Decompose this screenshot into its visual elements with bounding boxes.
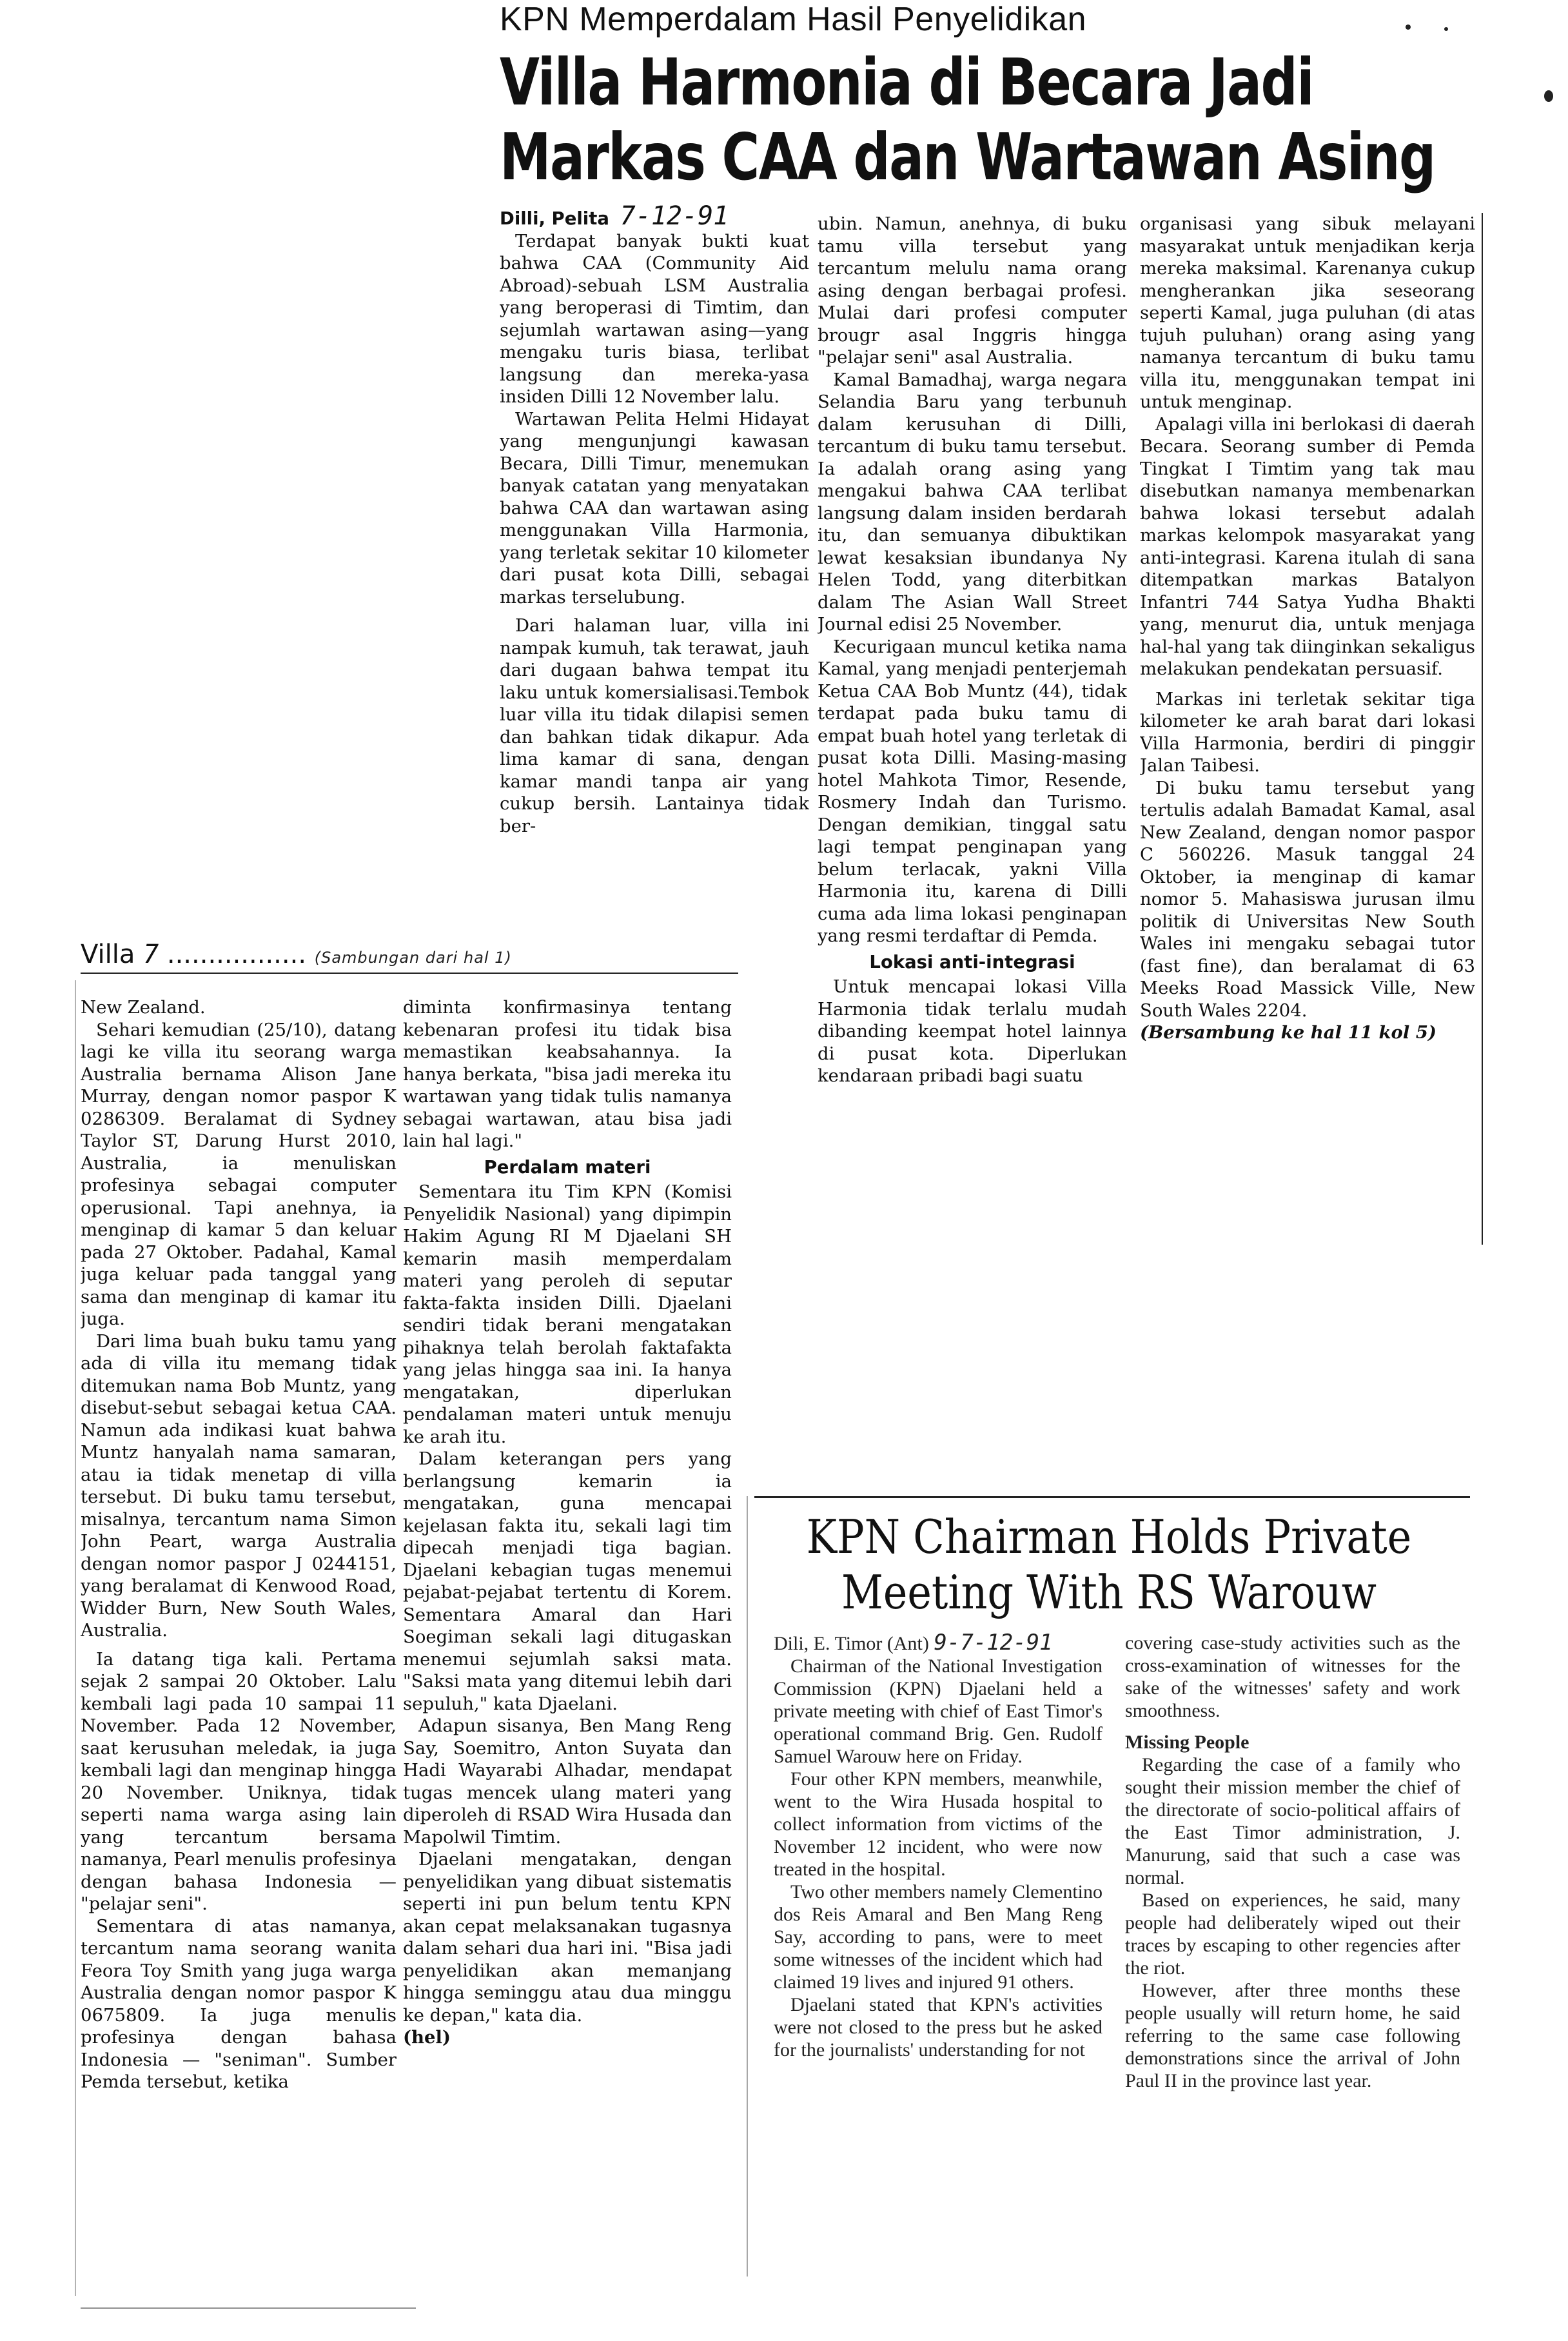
dateline-place: Dilli, Pelita bbox=[500, 208, 609, 229]
speck-mark bbox=[1444, 27, 1448, 31]
english-handwritten-date: 9-7-12-91 bbox=[934, 1632, 1053, 1655]
paragraph: Sehari kemudian (25/10), datang lagi ke villa itu seorang warga Australia bernama Alison Jane Murray, dengan nomor paspor K 0286309. Beralamat di Sydney Taylor ST, Darung Hurst 2010, Australia, ia menuliskan profesinya sebagai computer operusional. Tapi anehnya, ia menginap di kamar 5 dan keluar pada 27 Oktober. Padahal, Kamal juga keluar pada tanggal yang sama dan menginap di kamar itu juga. bbox=[81, 1019, 397, 1329]
paragraph: Kecurigaan muncul ketika nama Kamal, yang menjadi penterjemah Ketua CAA Bob Muntz (44), tidak terdapat pada buku tamu di empat buah hotel yang terletak di pusat kota Dilli. Masing-masing hotel Mahkota Timor, Resende, Rosmery Indah dan Turismo. Dengan demikian, tinggal satu lagi tempat penginapan yang belum terlacak, yakni Villa Harmonia itu, karena di Dilli cuma ada lima lokasi penginapan yang resmi terdaftar di Pemda. bbox=[818, 636, 1127, 946]
bottom-rule bbox=[81, 2307, 416, 2309]
jump-rule bbox=[81, 973, 738, 974]
paragraph: Adapun sisanya, Ben Mang Reng Say, Soemitro, Anton Suyata dan Hadi Wayarabi Alhadar, mendapat tugas mencek ulang materi yang diperoleh di RSAD Wira Husada dan Mapolwil Timtim. bbox=[403, 1715, 732, 1848]
paragraph: Dari lima buah buku tamu yang ada di villa itu memang tidak ditemukan nama Bob Muntz, yang disebut-sebut sebagai ketua CAA. Namun ada indikasi kuat bahwa Muntz hanyalah nama samaran, atau ia tidak menetap di villa tersebut. Di buku tamu tersebut, misalnya, tercantum nama Simon John Peart, warga Australia dengan nomor paspor J 0244151, yang beralamat di Kenwood Road, Widder Burn, New South Wales, Australia. bbox=[81, 1330, 397, 1641]
speck-mark bbox=[1406, 25, 1411, 30]
paragraph: Four other KPN members, meanwhile, went to the Wira Husada hospital to collect information from victims of the November 12 incident, who were now treated in the hospital. bbox=[774, 1768, 1102, 1880]
paragraph: ubin. Namun, anehnya, di buku tamu villa tersebut yang tercantum melulu nama orang asing dengan berbagai profesi. Mulai dari profesi computer brougr asal Inggris hingga "pelajar seni" asal Australia. bbox=[818, 213, 1127, 368]
paragraph: Regarding the case of a family who sought their mission member the chief of the directorate of socio-political affairs of the East Timor administration, J. Manurung, said that such a case was normal. bbox=[1125, 1754, 1460, 1888]
english-dateline-place: Dili, E. Timor (Ant) bbox=[774, 1633, 929, 1654]
english-subhead-missing-people: Missing People bbox=[1125, 1732, 1250, 1753]
paragraph: Wartawan Pelita Helmi Hidayat yang mengunjungi kawasan Becara, Dilli Timur, menemukan banyak catatan yang menyatakan bahwa CAA dan wartawan asing menggunakan Villa Harmonia, yang terletak sekitar 10 kilometer dari pusat kota Dilli, sebagai markas terselubung. bbox=[500, 408, 809, 607]
subhead-perdalam: Perdalam materi bbox=[484, 1156, 651, 1178]
english-top-rule bbox=[754, 1496, 1470, 1498]
paragraph: Chairman of the National Investigation Commission (KPN) Djaelani held a private meeting with chief of East Timor's operational command Brig. Gen. Rudolf Samuel Warouw here on Friday. bbox=[774, 1655, 1102, 1767]
jump-label: Villa bbox=[81, 940, 135, 969]
paragraph: However, after three months these people usually will return home, he said referring to the same case following demonstrations since the arrival of John Paul II in the province last year. bbox=[1125, 1980, 1460, 2091]
paragraph: Two other members namely Clementino dos Reis Amaral and Ben Mang Reng Say, according to pans, were to meet some witnesses of the incident which had claimed 19 lives and injured 91 others. bbox=[774, 1881, 1102, 1993]
paragraph: Based on experiences, he said, many people had deliberately wiped out their traces by escaping to other regencies after the riot. bbox=[1125, 1890, 1460, 1979]
paragraph: Sementara itu Tim KPN (Komisi Penyelidik Nasional) yang dipimpin Hakim Agung RI M Djaelani SH kemarin masih memperdalam materi yang peroleh di seputar fakta-fakta insiden Dilli. Djaelani sendiri tidak berani mengatakan pihaknya telah berolah faktafakta yang jelas hingga saa ini. Ia hanya mengatakan, diperlukan pendalaman materi untuk menuju ke arah itu. bbox=[403, 1181, 732, 1447]
bottom-column-2 bbox=[403, 996, 732, 2299]
top-column-2 bbox=[818, 213, 1127, 1245]
paragraph: New Zealand. bbox=[81, 997, 206, 1018]
top-column-1 bbox=[500, 205, 809, 960]
byline: (hel) bbox=[403, 2027, 451, 2048]
jump-handwritten-number: 7 bbox=[143, 940, 159, 969]
dateline bbox=[500, 205, 809, 230]
paragraph: diminta konfirmasinya tentang kebenaran profesi itu tidak bisa memastikan keabsahannya. Ia hanya berkata, "bisa jadi mereka itu wartawan yang tidak tulis namanya sebagai wartawan, atau bisa jadi lain hal lagi." bbox=[403, 997, 732, 1151]
paragraph: Dalam keterangan pers yang berlangsung kemarin ia mengatakan, guna mencapai kejelasan fakta itu, sekali lagi tim dipecah menjadi tiga bagian. Djaelani kebagian tugas menemui pejabat-pejabat tertentu di Korem. Sementara Amaral dan Hari Soegiman sekali lagi ditugaskan menemui sejumlah saksi mata. "Saksi mata yang ditemui lebih dari sepuluh," kata Djaelani. bbox=[403, 1448, 732, 1714]
jump-continued-from: (Sambungan dari hal 1) bbox=[314, 949, 512, 967]
continued-note: (Bersambung ke hal 11 kol 5) bbox=[1140, 1022, 1437, 1043]
english-headline-line-1: KPN Chairman Holds Private bbox=[806, 1510, 1412, 1564]
paragraph: Di buku tamu tersebut yang tertulis adalah Bamadat Kamal, asal New Zealand, dengan nomor paspor C 560226. Masuk tanggal 24 Oktober, ia menginap di kamar nomor 5. Mahasiswa jurusan ilmu politik di Universitas New South Wales ini mengaku sebagai tutor (fast fine), dan beralamat di 63 Meeks Road Massick Ville, New South Wales 2204. bbox=[1140, 777, 1475, 1021]
headline-line-2: Markas CAA dan Wartawan Asing bbox=[500, 119, 1435, 195]
paragraph: Apalagi villa ini berlokasi di daerah Becara. Seorang sumber di Pemda Tingkat I Timtim yang tak mau disebutkan namanya membenarkan bahwa lokasi tersebut adalah markas kelompok masyarakat yang anti-integrasi. Karena itulah di sana ditempatkan markas Batalyon Infantri 744 Satya Yudha Bhakti yang, menurut dia, untuk menjaga hal-hal yang tak diinginkan sekaligus melakukan pendekatan persuasif. bbox=[1140, 413, 1475, 679]
english-side-rule bbox=[747, 1496, 748, 2277]
english-headline bbox=[797, 1509, 1421, 1625]
paragraph: Terdapat banyak bukti kuat bahwa CAA (Community Aid Abroad)-sebuah LSM Australia yang beroperasi di Timtim, dan sejumlah wartawan asing—yang mengaku turis biasa, terlibat langsung dan mereka-yasa insiden Dilli 12 November lalu. bbox=[500, 230, 809, 407]
paragraph: Dari halaman luar, villa ini nampak kumuh, tak terawat, jauh dari dugaan bahwa tempat itu laku untuk komersialisasi.Tembok luar villa itu tidak dilapisi semen dan bahkan tidak dikapur. Ada lima kamar di sana, dengan kamar mandi tanpa air yang cukup bersih. Lantainya tidak ber- bbox=[500, 615, 809, 836]
subhead-lokasi: Lokasi anti-integrasi bbox=[869, 951, 1075, 973]
paragraph: Djaelani stated that KPN's activities were not closed to the press but he asked for the journalists' understanding for not bbox=[774, 1994, 1102, 2060]
jump-dots: ................. bbox=[166, 940, 307, 969]
paragraph: Untuk mencapai lokasi Villa Harmonia tidak terlalu mudah dibanding keempat hotel lainnya di pusat kota. Diperlukan kendaraan pribadi bagi suatu bbox=[818, 976, 1127, 1086]
bottom-column-1 bbox=[81, 996, 397, 2299]
paragraph: Djaelani mengatakan, dengan penyelidikan yang dibuat sistematis seperti ini pun belum tentu KPN akan cepat melaksanakan tugasnya dalam sehari dua hari ini. "Bisa jadi penyelidikan akan memanjang hingga seminggu atau dua minggu ke depan," kata dia. bbox=[403, 1849, 732, 2026]
paragraph: Ia datang tiga kali. Pertama sejak 2 sampai 20 Oktober. Lalu kembali lagi pada 10 sampai 11 November. Pada 12 November, saat kerusuhan meledak, ia juga kembali lagi dan menginap hingga 20 November. Uniknya, tidak seperti nama warga asing lain yang tercantum bersama namanya, Pearl menulis profesinya dengan bahasa Indonesia — "pelajar seni". bbox=[81, 1648, 397, 1914]
column-rule bbox=[1482, 213, 1483, 1245]
paragraph: covering case-study activities such as the cross-examination of witnesses for the sake of the witnesses' safety and work smoothness. bbox=[1125, 1632, 1460, 1721]
paragraph: Markas ini terletak sekitar tiga kilometer ke arah barat dari lokasi Villa Harmonia, berdiri di pinggir Jalan Taibesi. bbox=[1140, 688, 1475, 776]
paragraph: Sementara di atas namanya, tercantum nama seorang wanita Feora Toy Smith yang juga warga Australia dengan nomor paspor K 0675809. Ia juga menulis profesinya dengan bahasa Indonesia — "seniman". Sumber Pemda tersebut, ketika bbox=[81, 1915, 397, 2092]
kicker: KPN Memperdalam Hasil Penyelidikan bbox=[500, 1, 1087, 38]
top-column-3 bbox=[1140, 213, 1475, 1258]
jump-line bbox=[81, 938, 738, 972]
speck-mark bbox=[1544, 90, 1553, 102]
english-column-1 bbox=[774, 1632, 1102, 2277]
column-rule bbox=[75, 980, 76, 2296]
handwritten-date: 7-12-91 bbox=[620, 205, 729, 231]
paragraph: organisasi yang sibuk melayani masyarakat untuk menjadikan kerja mereka maksimal. Karenanya cukup mengherankan jika seseorang seperti Kamal, juga puluhan (di atas tujuh puluhan) orang asing yang namanya tercantum di buku tamu villa itu, menggunakan tempat ini untuk menginap. bbox=[1140, 213, 1475, 412]
headline-line-1: Villa Harmonia di Becara Jadi bbox=[500, 44, 1314, 120]
english-column-2 bbox=[1125, 1632, 1460, 2277]
headline bbox=[500, 44, 1435, 206]
english-dateline bbox=[774, 1632, 1102, 1655]
english-headline-line-2: Meeting With RS Warouw bbox=[841, 1565, 1377, 1619]
paragraph: Kamal Bamadhaj, warga negara Selandia Baru yang terbunuh dalam kerusuhan di Dilli, tercantum di buku tamu tersebut. Ia adalah orang asing yang mengakui bahwa CAA terlibat langsung dalam insiden berdarah itu, dan semuanya dibuktikan lewat kesaksian ibundanya Ny Helen Todd, yang diterbitkan dalam The Asian Wall Street Journal edisi 25 November. bbox=[818, 369, 1127, 635]
